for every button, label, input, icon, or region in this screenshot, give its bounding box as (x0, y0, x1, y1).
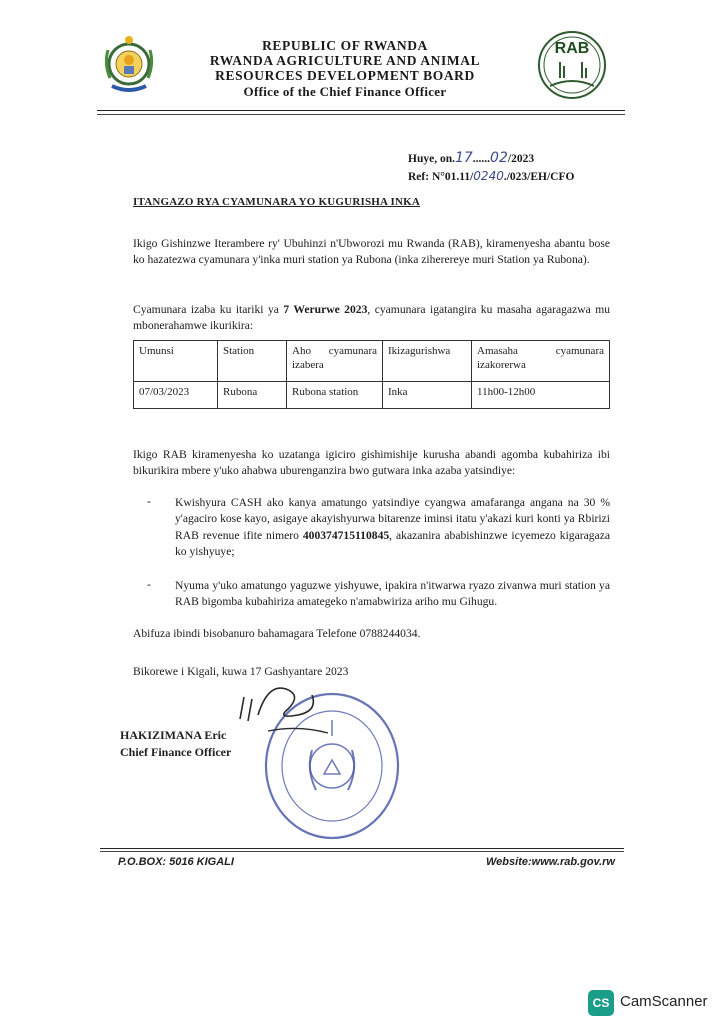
ref-line (408, 169, 574, 183)
ref-number: 0240 (473, 169, 504, 183)
conditions-paragraph: Ikigo RAB kiramenyesha ko uzatanga igiciro gishimishije kurusha abandi agomba kubahiriza ibi bikurikira mbere y'uko ahabwa uburenganzira bwo gutwara inka azaba yatsindiye: (133, 448, 610, 478)
date-year: /2023 (507, 153, 535, 165)
header-office: Office of the Chief Finance Officer (243, 84, 447, 99)
date-para-pre: Cyamunara izaba ku itariki ya (133, 303, 284, 316)
header-board-line1: RWANDA AGRICULTURE AND ANIMAL (209, 53, 481, 68)
footer-website[interactable]: Website:www.rab.gov.rw (486, 856, 615, 868)
bullet-dash: - (147, 578, 151, 591)
date-line: Huye, on.17......02/2023 (408, 150, 535, 166)
table-header-cell: Ikizagurishwa (383, 341, 472, 382)
bullet1-post: , akazanira ababishinzwe icyemezo kigaragaza ko yishyuye; (175, 528, 610, 558)
header-republic: REPUBLIC OF RWANDA (262, 38, 428, 53)
table-cell: 11h00-12h00 (472, 382, 610, 409)
intro-paragraph: Ikigo Gishinzwe Iterambere ry' Ubuhinzi n'Ubworozi mu Rwanda (RAB), kiramenyesha abantu bose ko hazatezwa cyamunara y'inka muri station ya Rubona (inka ziherereye muri Station ya Rubona). (133, 237, 610, 267)
bullet-dash: - (147, 495, 151, 508)
signatory-name: HAKIZIMANA Eric (120, 728, 227, 742)
camscanner-label: CamScanner (620, 993, 708, 1010)
table-cell: 07/03/2023 (134, 382, 218, 409)
rab-logo-text: RAB (554, 40, 590, 57)
table-header-cell: Aho cyamunara izabera (287, 341, 383, 382)
table-row (134, 382, 610, 409)
signatory-block (120, 727, 231, 761)
auction-schedule-table (133, 340, 610, 409)
table-header-row (134, 341, 610, 382)
signatory-role: Chief Finance Officer (120, 745, 232, 759)
bullet1-pre: Kwishyura CASH ako kanya amatungo yatsindiye cyangwa amafaranga angana na 30 % y'agaciro kose kayo, asigaye akayishyurwa bitarenze iminsi itatu y'akazi kuri konti ya Rbirizi RAB revenue ifite nimero (175, 496, 610, 542)
footer-divider (100, 848, 624, 849)
bullet-transport: Nyuma y'uko amatungo yaguzwe yishyuwe, ipakira n'itwarwa ryazo zivanwa muri station ya RAB bigomba kubahiriza amategeko n'amabwiriza ariho mu Gihugu. (175, 579, 610, 609)
account-number: 400374715110845 (302, 528, 390, 542)
ref-suffix: ./023/EH/CFO (503, 171, 575, 183)
signature-icon (228, 675, 338, 745)
table-header-cell: Station (218, 341, 287, 382)
rwanda-coat-of-arms-logo (98, 30, 160, 96)
header-divider-thin (97, 114, 625, 115)
auction-date: 7 Werurwe 2023 (283, 303, 368, 316)
auction-date-paragraph (133, 302, 610, 335)
bullet-payment (175, 495, 610, 560)
table-cell: Inka (383, 382, 472, 409)
date-day: 17 (454, 150, 473, 166)
notice-title: ITANGAZO RYA CYAMUNARA YO KUGURISHA INKA (133, 196, 421, 208)
camscanner-badge-icon: CS (588, 990, 614, 1016)
table-header-cell: Umunsi (134, 341, 218, 382)
footer-pobox: P.O.BOX: 5016 KIGALI (118, 856, 234, 868)
date-month: 02 (490, 150, 508, 166)
rab-logo (536, 28, 608, 102)
header-board-line2: RESOURCES DEVELOPMENT BOARD (215, 68, 475, 83)
table-header-cell: Amasaha cyamunara izakorerwa (472, 341, 610, 382)
date-prefix: Huye, on. (408, 153, 455, 165)
done-at-line: Bikorewe i Kigali, kuwa 17 Gashyantare 2023 (133, 665, 349, 678)
contact-line: Abifuza ibindi bisobanuro bahamagara Telefone 0788244034. (133, 627, 421, 640)
table-cell: Rubona (218, 382, 287, 409)
date-para-post: , cyamunara igatangira ku masaha agaragazwa mu mbonerahamwe ikurikira: (133, 303, 611, 333)
header-divider (97, 110, 625, 111)
footer-divider-thin (100, 851, 624, 852)
ref-prefix: Ref: N°01.11/ (408, 171, 474, 183)
table-cell: Rubona station (287, 382, 383, 409)
